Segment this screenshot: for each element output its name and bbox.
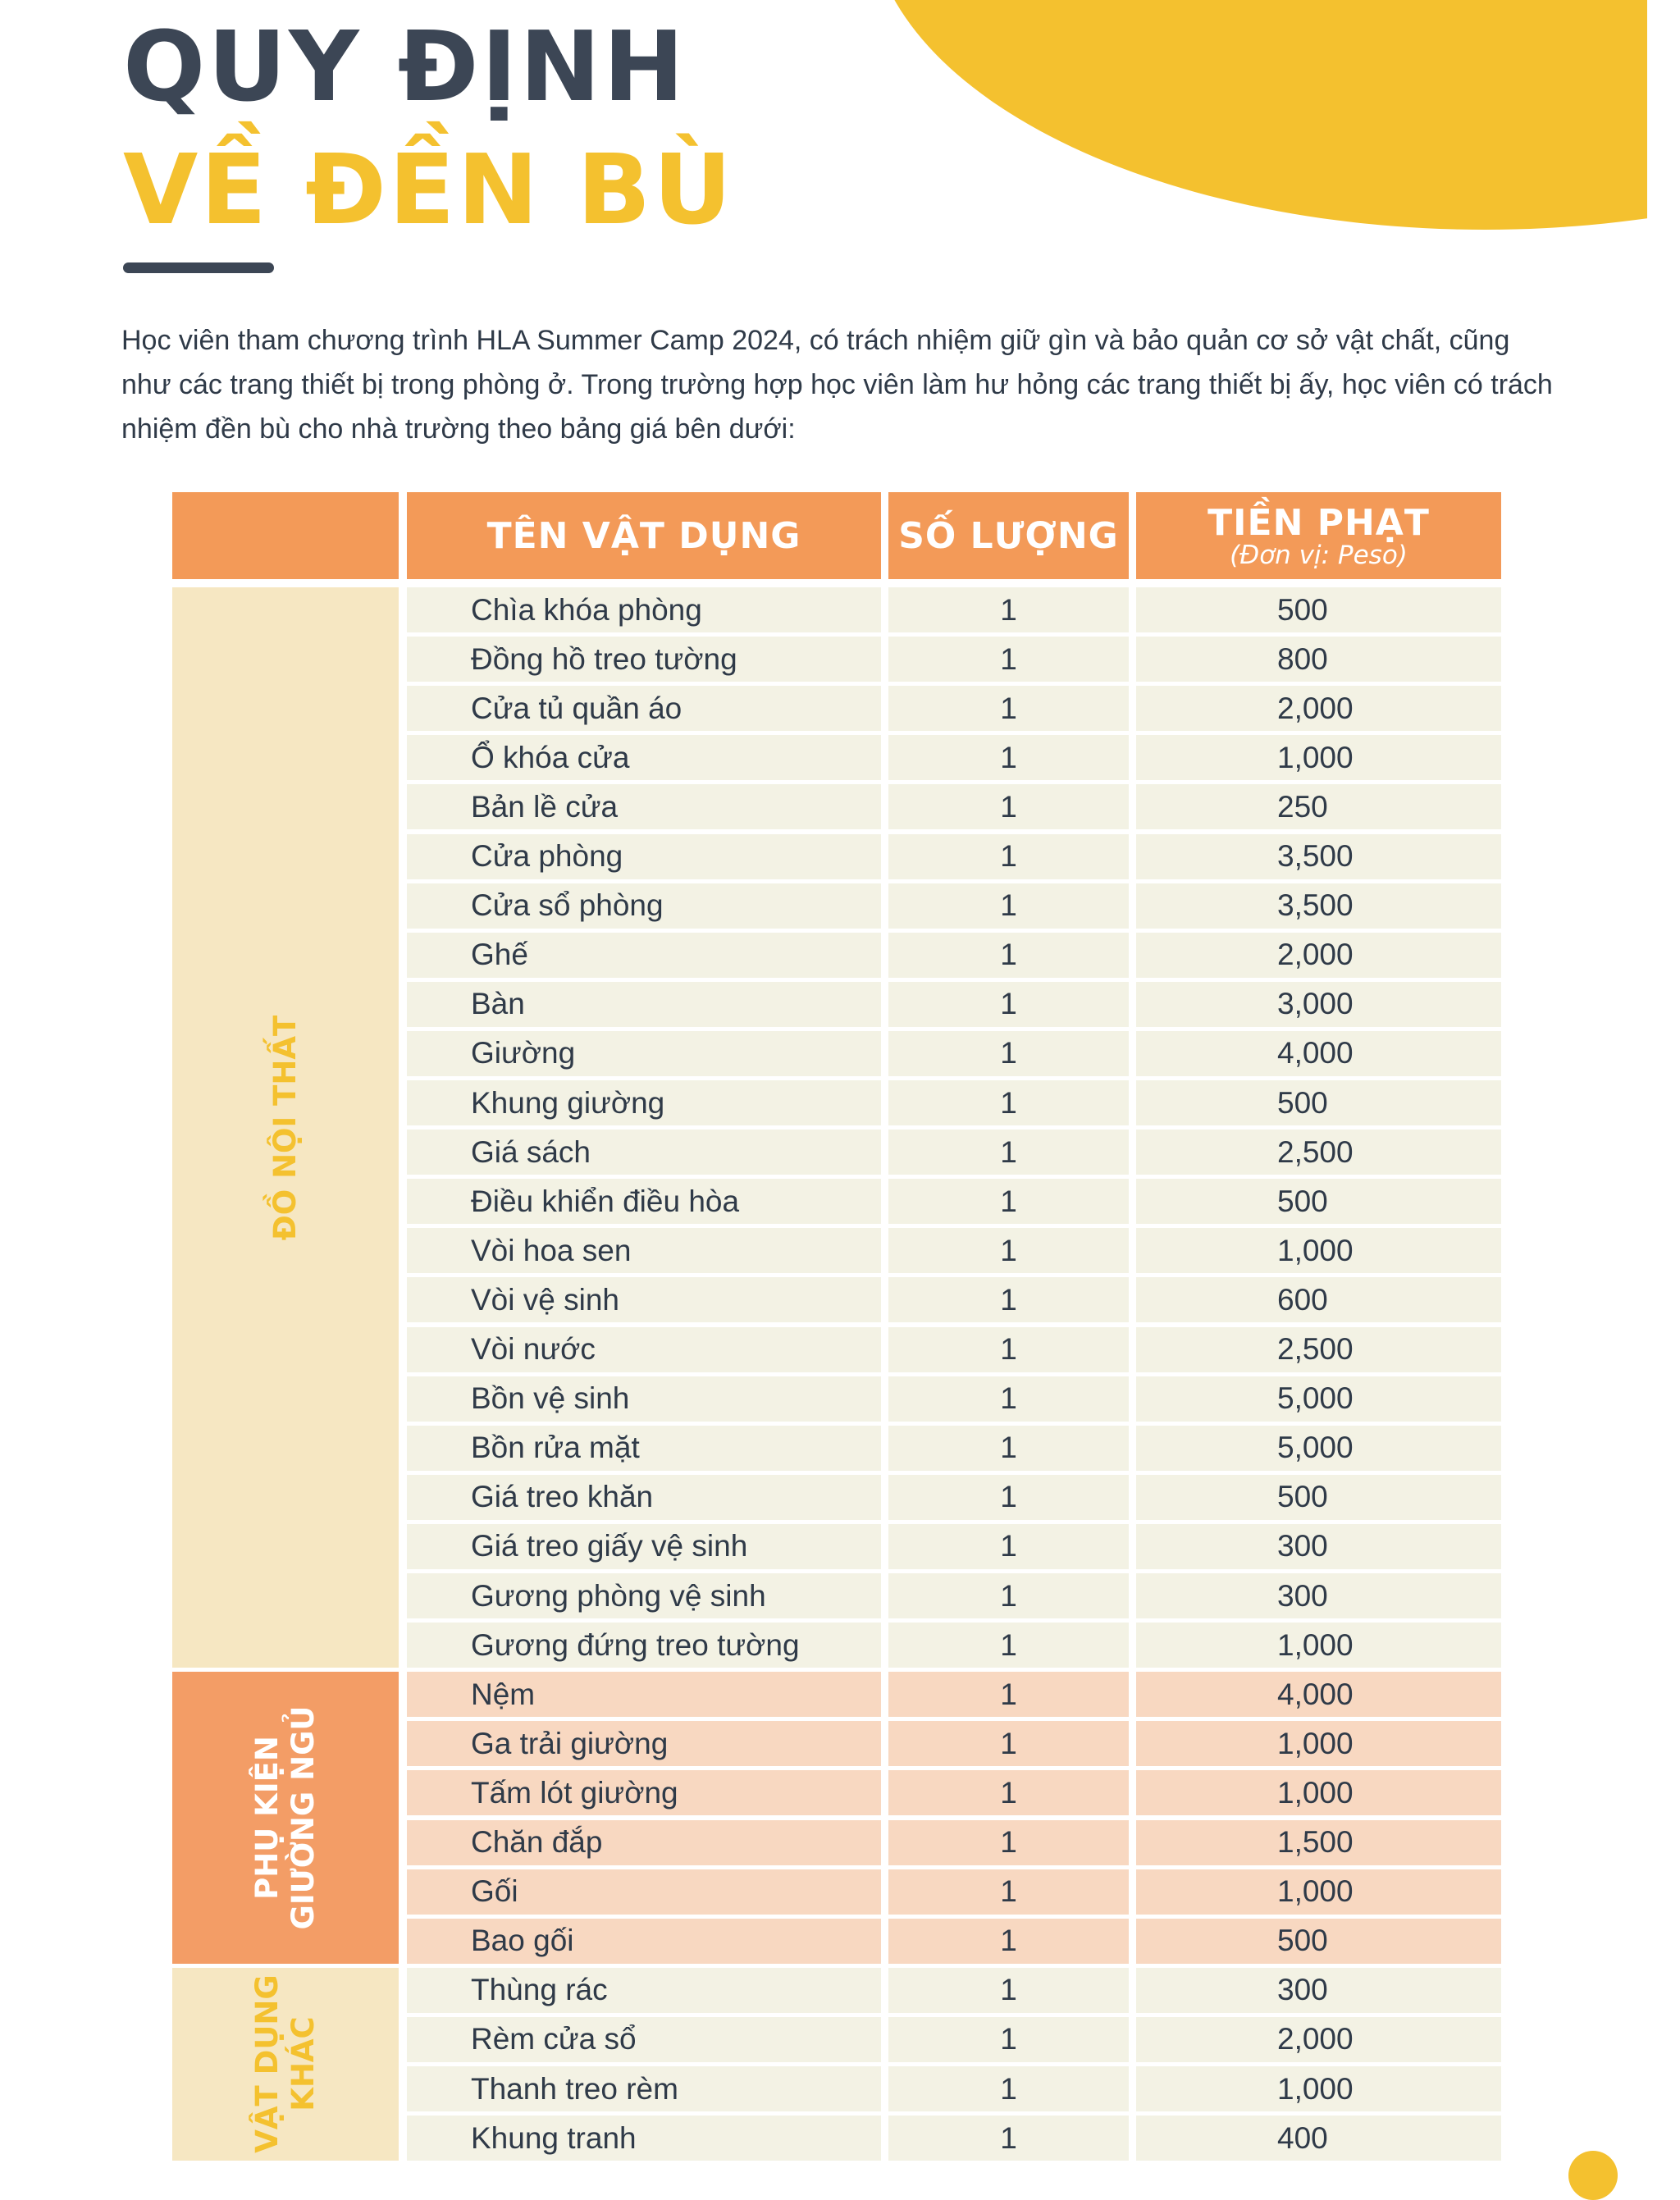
item-quantity: 1 — [888, 2066, 1129, 2111]
item-quantity: 1 — [888, 686, 1129, 731]
item-fine: 1,000 — [1136, 735, 1501, 780]
page-title-line1: QUY ĐỊNH — [123, 10, 687, 123]
item-fine: 1,000 — [1136, 1770, 1501, 1815]
item-fine: 2,000 — [1136, 686, 1501, 731]
item-name: Chăn đắp — [407, 1820, 881, 1865]
item-fine: 2,500 — [1136, 1327, 1501, 1372]
item-name: Gối — [407, 1869, 881, 1915]
item-quantity: 1 — [888, 1672, 1129, 1717]
item-name: Giá sách — [407, 1130, 881, 1175]
item-name: Điều khiển điều hòa — [407, 1179, 881, 1224]
item-quantity: 1 — [888, 1524, 1129, 1569]
intro-paragraph: Học viên tham chương trình HLA Summer Camp 2024, có trách nhiệm giữ gìn và bảo quản cơ sở vật chất, cũng như các trang thiết bị trong phòng ở. Trong trường hợp học viên làm hư hỏng các trang thiết bị ấy, học viên có trách nhiệm đền bù cho nhà trường theo bảng giá bên dưới: — [121, 325, 1553, 445]
item-fine: 3,000 — [1136, 982, 1501, 1027]
item-quantity: 1 — [888, 933, 1129, 978]
item-quantity: 1 — [888, 784, 1129, 829]
item-fine: 500 — [1136, 587, 1501, 632]
item-quantity: 1 — [888, 883, 1129, 929]
item-quantity: 1 — [888, 1080, 1129, 1125]
header-category-cell — [172, 492, 399, 579]
item-fine: 3,500 — [1136, 834, 1501, 879]
item-quantity: 1 — [888, 1573, 1129, 1618]
category-other-cell — [172, 1968, 399, 2161]
item-name: Chìa khóa phòng — [407, 587, 881, 632]
item-quantity: 1 — [888, 1376, 1129, 1422]
item-quantity: 1 — [888, 1919, 1129, 1964]
item-name: Gương đứng treo tường — [407, 1623, 881, 1668]
item-name: Cửa tủ quần áo — [407, 686, 881, 731]
item-name: Bao gối — [407, 1919, 881, 1964]
item-name: Giá treo giấy vệ sinh — [407, 1524, 881, 1569]
item-name: Bồn rửa mặt — [407, 1426, 881, 1471]
header-quantity-label: SỐ LƯỢNG — [898, 514, 1119, 557]
item-fine: 5,000 — [1136, 1426, 1501, 1471]
item-quantity: 1 — [888, 834, 1129, 879]
item-quantity: 1 — [888, 1623, 1129, 1668]
page-corner-dot — [1568, 2151, 1618, 2200]
item-quantity: 1 — [888, 1130, 1129, 1175]
item-fine: 1,000 — [1136, 1228, 1501, 1273]
category-furniture-label: ĐỒ NỘI THẤT — [267, 1015, 303, 1240]
item-quantity: 1 — [888, 982, 1129, 1027]
item-name: Bàn — [407, 982, 881, 1027]
item-quantity: 1 — [888, 735, 1129, 780]
header-fine-label: TIỀN PHẠT — [1208, 501, 1430, 544]
item-quantity: 1 — [888, 637, 1129, 682]
item-name: Gương phòng vệ sinh — [407, 1573, 881, 1618]
item-fine: 250 — [1136, 784, 1501, 829]
item-name: Vòi nước — [407, 1327, 881, 1372]
item-quantity: 1 — [888, 2116, 1129, 2161]
item-name: Cửa sổ phòng — [407, 883, 881, 929]
header-fine-unit: (Đơn vị: Peso) — [1230, 540, 1408, 570]
item-quantity: 1 — [888, 587, 1129, 632]
item-quantity: 1 — [888, 1721, 1129, 1766]
item-name: Tấm lót giường — [407, 1770, 881, 1815]
item-name: Ghế — [407, 933, 881, 978]
item-fine: 500 — [1136, 1919, 1501, 1964]
item-fine: 1,000 — [1136, 1721, 1501, 1766]
header-fine — [1136, 492, 1501, 579]
item-fine: 1,000 — [1136, 2066, 1501, 2111]
item-quantity: 1 — [888, 1770, 1129, 1815]
item-quantity: 1 — [888, 1031, 1129, 1076]
category-bedding-cell — [172, 1672, 399, 1964]
item-name: Ga trải giường — [407, 1721, 881, 1766]
item-quantity: 1 — [888, 2017, 1129, 2062]
item-name: Rèm cửa sổ — [407, 2017, 881, 2062]
title-underline — [123, 262, 274, 273]
item-quantity: 1 — [888, 1426, 1129, 1471]
item-fine: 1,000 — [1136, 1623, 1501, 1668]
item-quantity: 1 — [888, 1869, 1129, 1915]
item-fine: 800 — [1136, 637, 1501, 682]
category-bedding-label: PHỤ KIỆN GIƯỜNG NGỦ — [249, 1705, 321, 1930]
item-name: Khung tranh — [407, 2116, 881, 2161]
page-edge — [1647, 0, 1680, 2174]
item-fine: 2,000 — [1136, 2017, 1501, 2062]
item-fine: 4,000 — [1136, 1031, 1501, 1076]
item-name: Đồng hồ treo tường — [407, 637, 881, 682]
item-fine: 500 — [1136, 1080, 1501, 1125]
item-fine: 2,000 — [1136, 933, 1501, 978]
header-quantity — [888, 492, 1129, 579]
item-name: Bản lề cửa — [407, 784, 881, 829]
item-fine: 300 — [1136, 1968, 1501, 2013]
item-fine: 300 — [1136, 1524, 1501, 1569]
item-name: Vòi vệ sinh — [407, 1277, 881, 1322]
item-quantity: 1 — [888, 1820, 1129, 1865]
item-name: Nệm — [407, 1672, 881, 1717]
item-quantity: 1 — [888, 1475, 1129, 1520]
item-fine: 400 — [1136, 2116, 1501, 2161]
item-fine: 1,000 — [1136, 1869, 1501, 1915]
item-name: Bồn vệ sinh — [407, 1376, 881, 1422]
item-fine: 3,500 — [1136, 883, 1501, 929]
category-furniture-cell — [172, 587, 399, 1668]
item-name: Vòi hoa sen — [407, 1228, 881, 1273]
item-fine: 600 — [1136, 1277, 1501, 1322]
item-quantity: 1 — [888, 1228, 1129, 1273]
page-title-line2: VỀ ĐỀN BÙ — [123, 133, 735, 246]
item-fine: 500 — [1136, 1475, 1501, 1520]
item-quantity: 1 — [888, 1179, 1129, 1224]
item-fine: 300 — [1136, 1573, 1501, 1618]
category-other-label: VẬT DỤNG KHÁC — [249, 1974, 321, 2154]
item-name: Giá treo khăn — [407, 1475, 881, 1520]
item-quantity: 1 — [888, 1327, 1129, 1372]
item-name: Khung giường — [407, 1080, 881, 1125]
item-fine: 4,000 — [1136, 1672, 1501, 1717]
item-fine: 5,000 — [1136, 1376, 1501, 1422]
item-quantity: 1 — [888, 1277, 1129, 1322]
item-fine: 2,500 — [1136, 1130, 1501, 1175]
item-name: Thanh treo rèm — [407, 2066, 881, 2111]
decorative-yellow-shape — [870, 0, 1680, 230]
item-name: Giường — [407, 1031, 881, 1076]
item-quantity: 1 — [888, 1968, 1129, 2013]
item-fine: 500 — [1136, 1179, 1501, 1224]
item-name: Ổ khóa cửa — [407, 735, 881, 780]
header-item-name-label: TÊN VẬT DỤNG — [486, 514, 801, 557]
item-name: Thùng rác — [407, 1968, 881, 2013]
item-name: Cửa phòng — [407, 834, 881, 879]
header-item-name — [407, 492, 881, 579]
item-fine: 1,500 — [1136, 1820, 1501, 1865]
